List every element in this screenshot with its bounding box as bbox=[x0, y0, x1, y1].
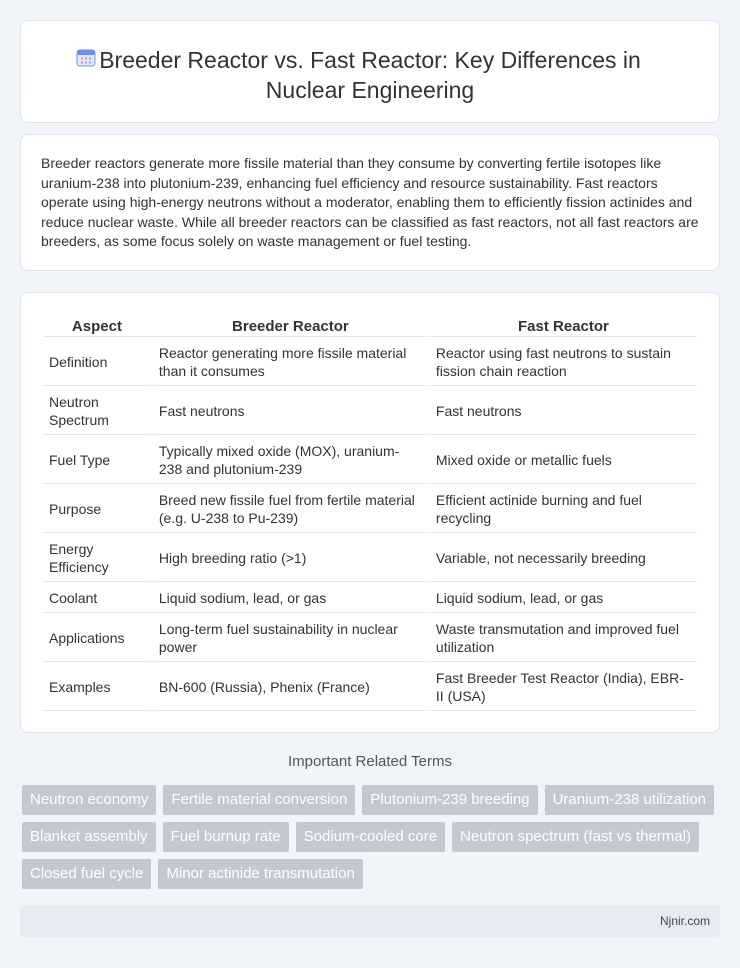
related-term-tag[interactable]: Fuel burnup rate bbox=[163, 822, 289, 852]
related-term-tag[interactable]: Plutonium-239 breeding bbox=[362, 785, 537, 815]
table-row bbox=[43, 339, 697, 386]
comparison-card bbox=[20, 292, 720, 733]
header-breeder-reactor: Breeder Reactor bbox=[153, 317, 428, 337]
row-fast-value: Liquid sodium, lead, or gas bbox=[430, 584, 697, 613]
table-row bbox=[43, 437, 697, 484]
row-breeder-value: Liquid sodium, lead, or gas bbox=[153, 584, 428, 613]
related-term-tag[interactable]: Neutron economy bbox=[22, 785, 156, 815]
table-row bbox=[43, 664, 697, 711]
row-aspect: Coolant bbox=[43, 584, 151, 613]
row-fast-value: Mixed oxide or metallic fuels bbox=[430, 437, 697, 484]
intro-paragraph: Breeder reactors generate more fissile material than they consume by converting fertile isotopes like uranium-238 into plutonium-239, enhancing fuel efficiency and resource sustainability. Fast reactors operate using high-energy neutrons without a moderator, enabling them to efficiently fission actinides and reduce nuclear waste. While all breeder reactors can be classified as fast reactors, not all fast reactors are breeders, as some focus solely on waste management or fuel testing. bbox=[41, 155, 699, 250]
row-aspect: Fuel Type bbox=[43, 437, 151, 484]
footer bbox=[20, 905, 720, 937]
related-term-tag[interactable]: Neutron spectrum (fast vs thermal) bbox=[452, 822, 699, 852]
row-fast-value: Efficient actinide burning and fuel recycling bbox=[430, 486, 697, 533]
related-term-tag[interactable]: Fertile material conversion bbox=[163, 785, 355, 815]
row-breeder-value: Breed new fissile fuel from fertile material (e.g. U-238 to Pu-239) bbox=[153, 486, 428, 533]
row-fast-value: Reactor using fast neutrons to sustain fission chain reaction bbox=[430, 339, 697, 386]
footer-site-name[interactable]: Njnir.com bbox=[659, 914, 710, 928]
row-aspect: Definition bbox=[43, 339, 151, 386]
header-fast-reactor: Fast Reactor bbox=[430, 317, 697, 337]
title-card bbox=[20, 20, 720, 123]
table-header-row bbox=[43, 317, 697, 337]
header-aspect: Aspect bbox=[43, 317, 151, 337]
row-fast-value: Variable, not necessarily breeding bbox=[430, 535, 697, 582]
row-fast-value: Waste transmutation and improved fuel utilization bbox=[430, 615, 697, 662]
page-title: Breeder Reactor vs. Fast Reactor: Key Differences in Nuclear Engineering bbox=[99, 47, 641, 103]
related-terms-heading: Important Related Terms bbox=[288, 753, 452, 770]
row-breeder-value: Long-term fuel sustainability in nuclear power bbox=[153, 615, 428, 662]
row-breeder-value: Reactor generating more fissile material than it consumes bbox=[153, 339, 428, 386]
row-aspect: Examples bbox=[43, 664, 151, 711]
table-row bbox=[43, 388, 697, 435]
related-term-tag[interactable]: Closed fuel cycle bbox=[22, 859, 151, 889]
table-row bbox=[43, 486, 697, 533]
row-aspect: Neutron Spectrum bbox=[43, 388, 151, 435]
table-row bbox=[43, 584, 697, 613]
row-aspect: Energy Efficiency bbox=[43, 535, 151, 582]
comparison-table bbox=[41, 315, 699, 713]
row-fast-value: Fast Breeder Test Reactor (India), EBR-II (USA) bbox=[430, 664, 697, 711]
row-aspect: Applications bbox=[43, 615, 151, 662]
row-breeder-value: BN-600 (Russia), Phenix (France) bbox=[153, 664, 428, 711]
related-term-tag[interactable]: Sodium-cooled core bbox=[296, 822, 445, 852]
intro-card bbox=[20, 134, 720, 271]
table-row bbox=[43, 535, 697, 582]
table-row bbox=[43, 615, 697, 662]
related-term-tag[interactable]: Minor actinide transmutation bbox=[158, 859, 362, 889]
row-breeder-value: Fast neutrons bbox=[153, 388, 428, 435]
row-breeder-value: High breeding ratio (>1) bbox=[153, 535, 428, 582]
related-terms-list bbox=[22, 785, 722, 889]
row-fast-value: Fast neutrons bbox=[430, 388, 697, 435]
related-term-tag[interactable]: Blanket assembly bbox=[22, 822, 156, 852]
related-term-tag[interactable]: Uranium-238 utilization bbox=[545, 785, 714, 815]
row-aspect: Purpose bbox=[43, 486, 151, 533]
row-breeder-value: Typically mixed oxide (MOX), uranium-238 and plutonium-239 bbox=[153, 437, 428, 484]
